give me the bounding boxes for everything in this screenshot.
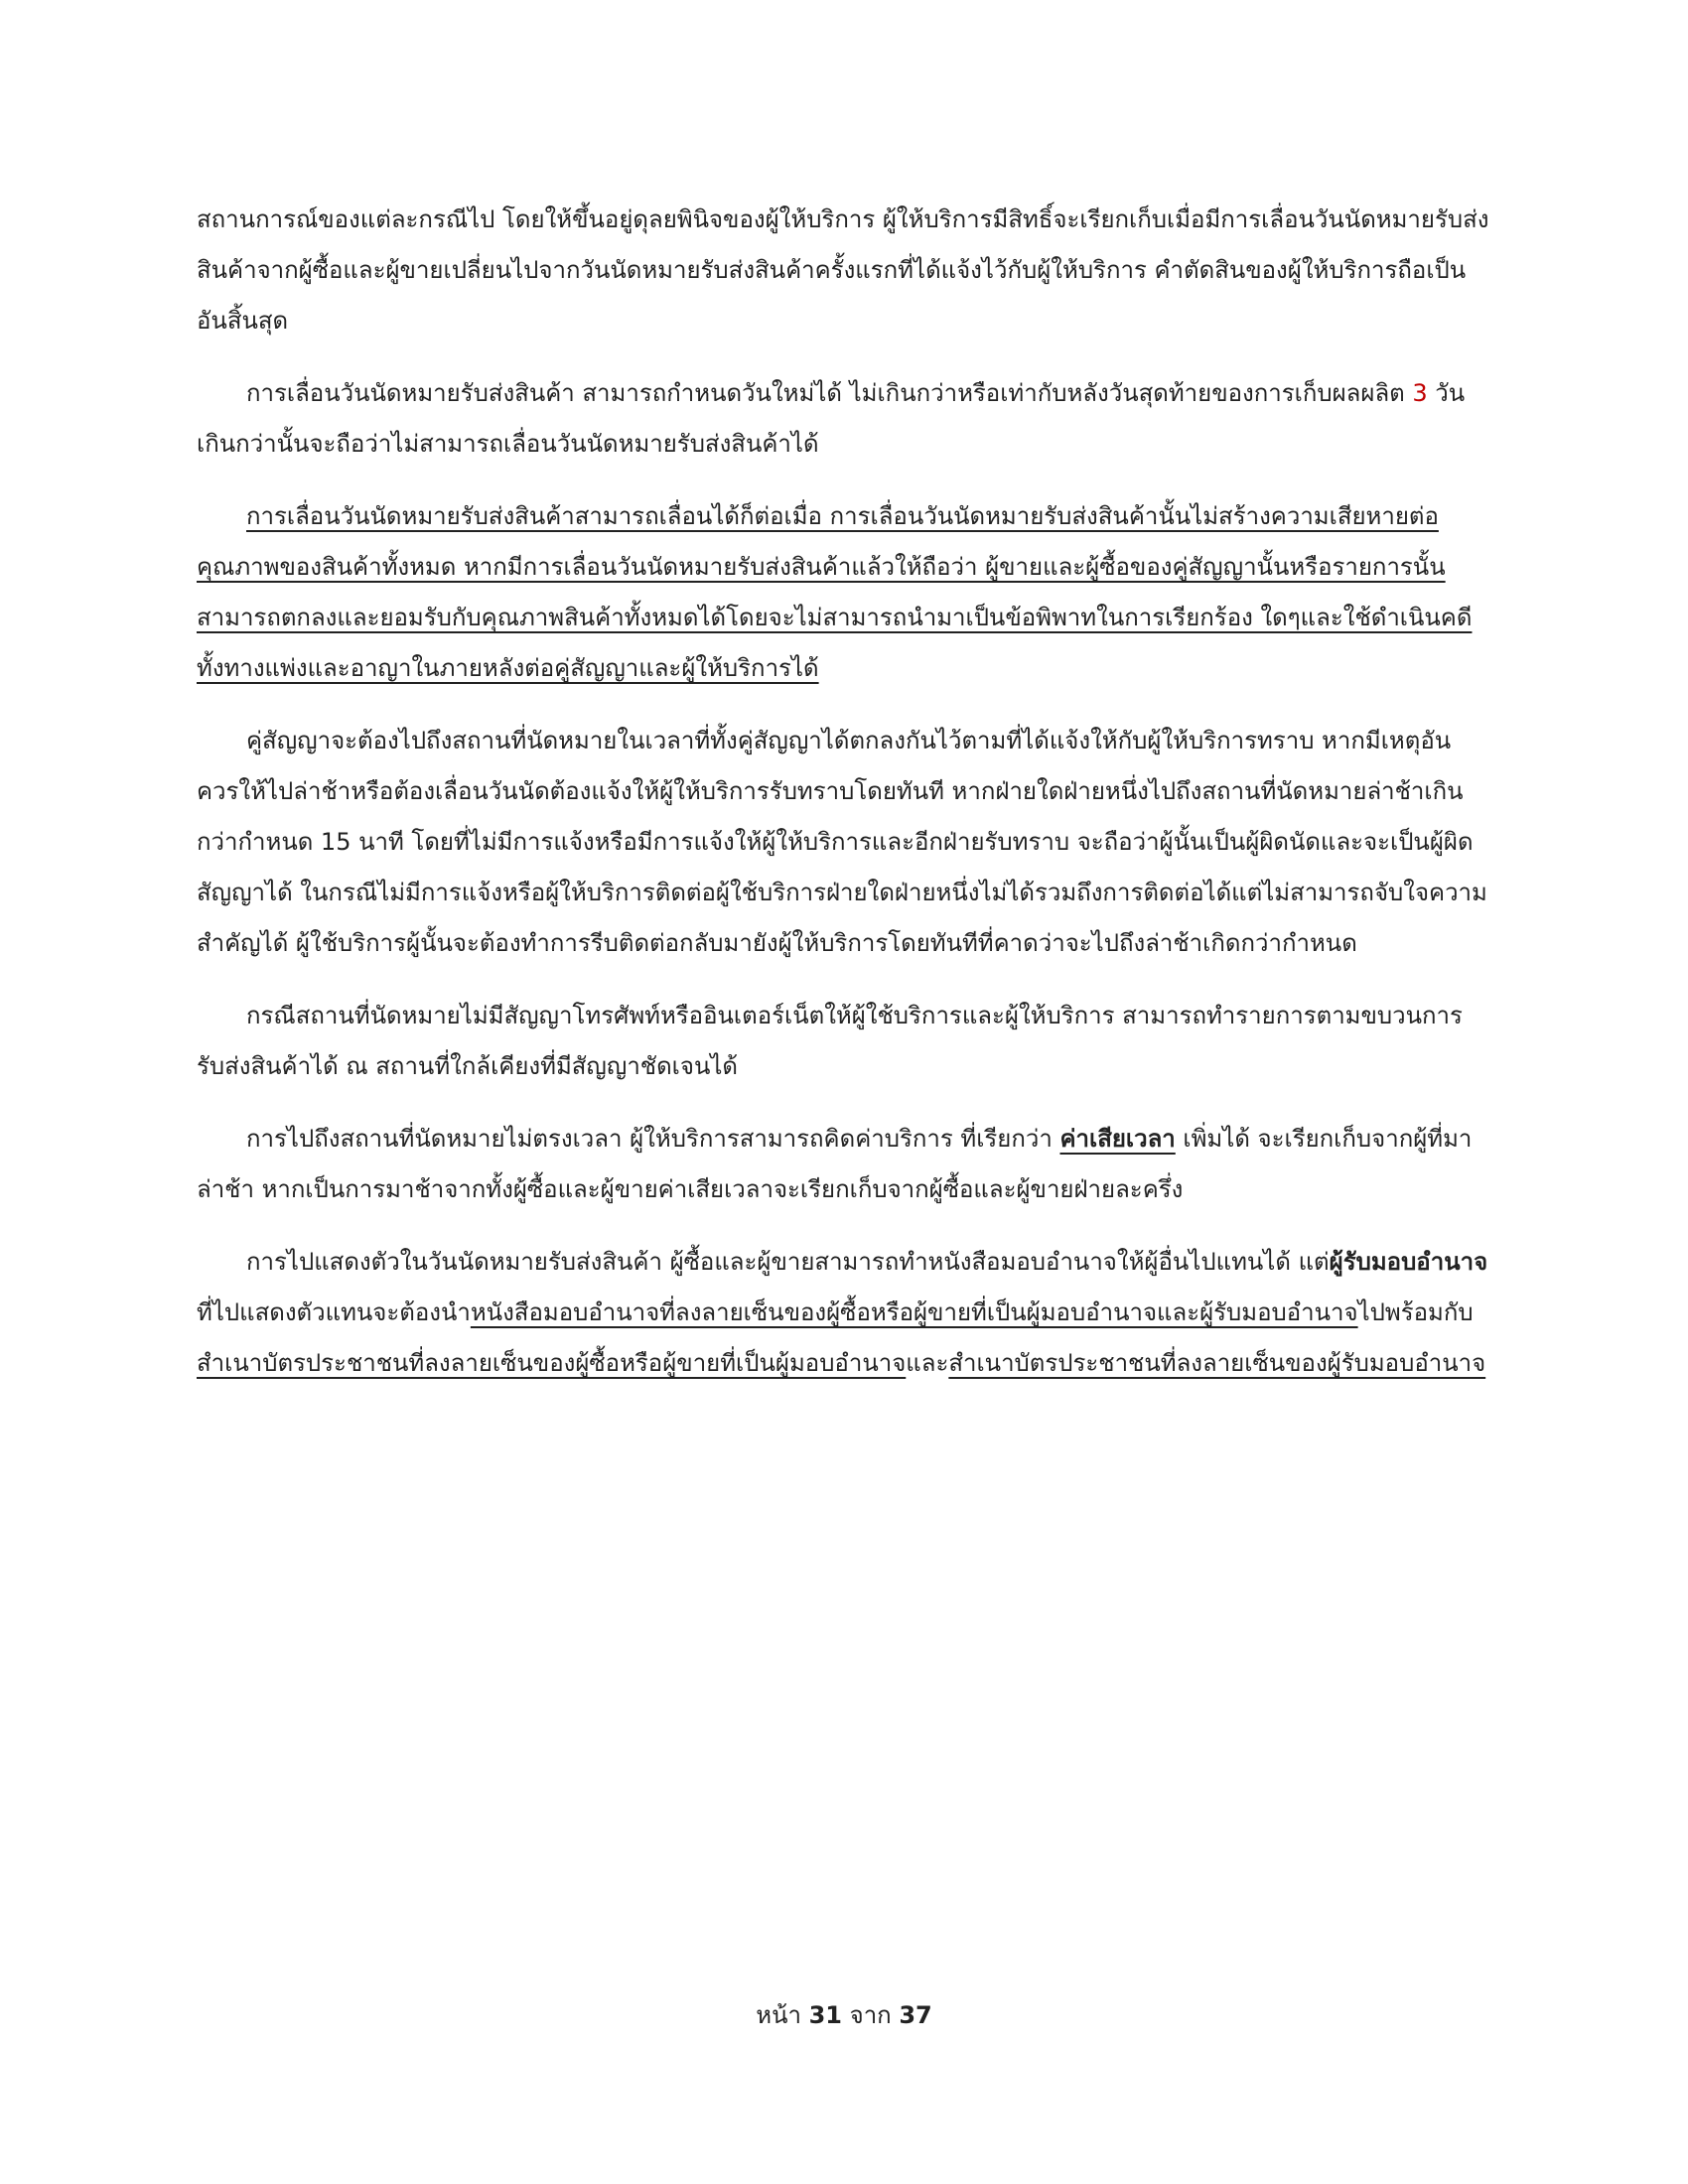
paragraph-7 [197, 1237, 1489, 1389]
page-footer-middle: จาก [842, 2001, 900, 2029]
page-number: 31 [808, 2001, 842, 2029]
page-footer-prefix: หน้า [756, 2001, 809, 2029]
paragraph-6-text-a: การไปถึงสถานที่นัดหมายไม่ตรงเวลา ผู้ให้บริการสามารถคิดค่าบริการ ที่เรียกว่า [246, 1125, 1060, 1153]
paragraph-4-text: คู่สัญญาจะต้องไปถึงสถานที่นัดหมายในเวลาที่ทั้งคู่สัญญาได้ตกลงกันไว้ตามที่ได้แจ้งให้กับผู้ให้บริการทราบ หากมีเหตุอันควรให้ไปล่าช้าหรือต้องเลื่อนวันนัดต้องแจ้งให้ผู้ให้บริการรับทราบโดยทันที หากฝ่ายใดฝ่ายหนึ่งไปถึงสถานที่นัดหมายล่าช้าเกินกว่ากำหนด 15 นาที โดยที่ไม่มีการแจ้งหรือมีการแจ้งให้ผู้ให้บริการและอีกฝ่ายรับทราบ จะถือว่าผู้นั้นเป็นผู้ผิดนัดและจะเป็นผู้ผิดสัญญาได้ ในกรณีไม่มีการแจ้งหรือผู้ให้บริการติดต่อผู้ใช้บริการฝ่ายใดฝ่ายหนึ่งไม่ได้รวมถึงการติดต่อได้แต่ไม่สามารถจับใจความสำคัญได้ ผู้ใช้บริการผู้นั้นจะต้องทำการรีบติดต่อกลับมายังผู้ให้บริการโดยทันทีที่คาดว่าจะไปถึงล่าช้าเกิดกว่ากำหนด [197, 727, 1487, 957]
paragraph-7-text-b: ที่ไปแสดงตัวแทนจะต้องนำ [197, 1298, 471, 1326]
paragraph-1 [197, 195, 1489, 346]
paragraph-2-text-b: วัน เกินกว่านั้นจะถือว่าไม่สามารถเลื่อนวันนัดหมายรับส่งสินค้าได้ [197, 379, 1466, 458]
paragraph-6-term: ค่าเสียเวลา [1059, 1125, 1176, 1153]
paragraph-7-text-a: การไปแสดงตัวในวันนัดหมายรับส่งสินค้า ผู้ซื้อและผู้ขายสามารถทำหนังสือมอบอำนาจให้ผู้อื่นไปแทนได้ แต่ [246, 1248, 1330, 1276]
document-body [197, 195, 1489, 1389]
paragraph-7-underline-2: สำเนาบัตรประชาชนที่ลงลายเซ็นของผู้ซื้อหรือผู้ขายที่เป็นผู้มอบอำนาจ [197, 1349, 907, 1377]
paragraph-2-text-a: การเลื่อนวันนัดหมายรับส่งสินค้า สามารถกำหนดวันใหม่ได้ ไม่เกินกว่าหรือเท่ากับหลังวันสุดท้ายของการเก็บผลผลิต [246, 379, 1413, 407]
paragraph-7-bold-term: ผู้รับมอบอำนาจ [1329, 1248, 1488, 1276]
paragraph-7-text-c: ไปพร้อมกับ [1357, 1298, 1474, 1326]
paragraph-3 [197, 491, 1489, 694]
paragraph-1-text: สถานการณ์ของแต่ละกรณีไป โดยให้ขึ้นอยู่ดุลยพินิจของผู้ให้บริการ ผู้ให้บริการมีสิทธิ์จะเรียกเก็บเมื่อมีการเลื่อนวันนัดหมายรับส่งสินค้าจากผู้ซื้อและผู้ขายเปลี่ยนไปจากวันนัดหมายรับส่งสินค้าครั้งแรกที่ได้แจ้งไว้กับผู้ให้บริการ คำตัดสินของผู้ให้บริการถือเป็นอันสิ้นสุด [197, 205, 1489, 335]
paragraph-7-underline-1: หนังสือมอบอำนาจที่ลงลายเซ็นของผู้ซื้อหรือผู้ขายที่เป็นผู้มอบอำนาจและผู้รับมอบอำนาจ [470, 1298, 1358, 1326]
page-total: 37 [899, 2001, 932, 2029]
paragraph-2-number: 3 [1412, 379, 1428, 407]
paragraph-7-underline-3: สำเนาบัตรประชาชนที่ลงลายเซ็นของผู้รับมอบอำนาจ [948, 1349, 1486, 1377]
paragraph-4 [197, 716, 1489, 969]
paragraph-6 [197, 1114, 1489, 1215]
page-footer [0, 1995, 1688, 2034]
paragraph-5-text: กรณีสถานที่นัดหมายไม่มีสัญญาโทรศัพท์หรืออินเตอร์เน็ตให้ผู้ใช้บริการและผู้ให้บริการ สามารถทำรายการตามขบวนการรับส่งสินค้าได้ ณ สถานที่ใกล้เคียงที่มีสัญญาชัดเจนได้ [197, 1002, 1463, 1080]
paragraph-3-text: การเลื่อนวันนัดหมายรับส่งสินค้าสามารถเลื่อนได้ก็ต่อเมื่อ การเลื่อนวันนัดหมายรับส่งสินค้านั้นไม่สร้างความเสียหายต่อคุณภาพของสินค้าทั้งหมด หากมีการเลื่อนวันนัดหมายรับส่งสินค้าแล้วให้ถือว่า ผู้ขายและผู้ซื้อของคู่สัญญานั้นหรือรายการนั้นสามารถตกลงและยอมรับกับคุณภาพสินค้าทั้งหมดได้โดยจะไม่สามารถนำมาเป็นข้อพิพาทในการเรียกร้อง ใดๆและใช้ดำเนินคดีทั้งทางแพ่งและอาญาในภายหลังต่อคู่สัญญาและผู้ให้บริการได้ [197, 502, 1473, 682]
paragraph-6-text-b: เพิ่มได้ จะเรียกเก็บจากผู้ที่มาล่าช้า หากเป็นการมาช้าจากทั้งผู้ซื้อและผู้ขายค่าเสียเวลาจะเรียกเก็บจากผู้ซื้อและผู้ขายฝ่ายละครึ่ง [197, 1125, 1473, 1203]
paragraph-7-text-d: และ [906, 1349, 949, 1377]
paragraph-5 [197, 991, 1489, 1092]
paragraph-2 [197, 368, 1489, 470]
